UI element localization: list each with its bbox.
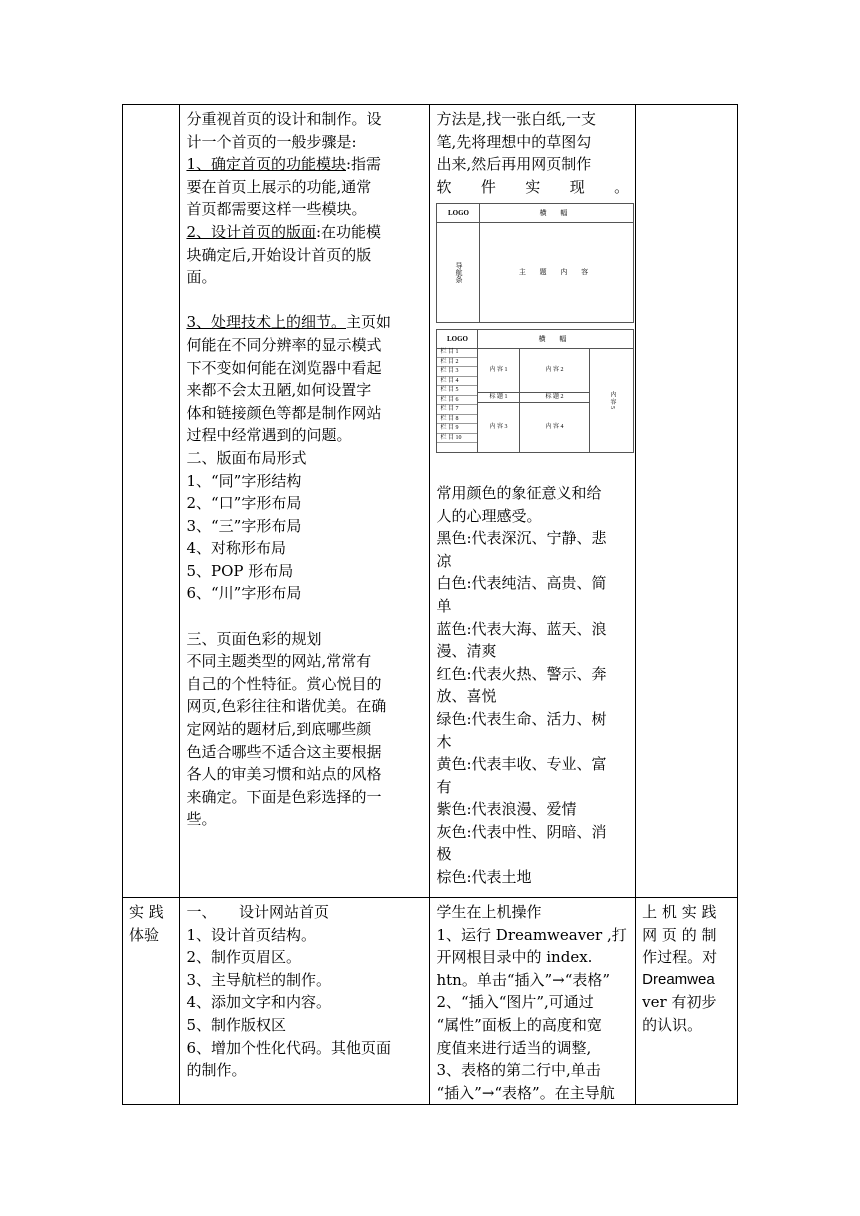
text-line: 计一个首页的一般步骤是: <box>186 132 357 151</box>
text-line: 木 <box>436 732 452 751</box>
list-item: 2、“口”字形布局 <box>186 494 302 513</box>
text-line: 过程中经常遇到的问题。 <box>186 426 352 445</box>
row1-col2 <box>180 105 430 898</box>
text-line: 绿色:代表生命、活力、树 <box>436 709 607 728</box>
text-line: 1、确定首页的功能模块:指需 <box>186 155 382 174</box>
text-line: 上 机 实 践 <box>642 903 717 921</box>
layout-diagram-1 <box>436 203 634 323</box>
text-line: 开网根目录中的 index. <box>436 948 593 967</box>
text-line: 来确定。下面是色彩选择的一 <box>186 787 382 806</box>
lesson-table <box>122 104 738 1105</box>
text-line: 2、制作页眉区。 <box>186 948 301 967</box>
text-line: 学生在上机操作 <box>436 903 542 921</box>
text-line: 作过程。对 <box>642 948 718 967</box>
text-line: 棕色:代表土地 <box>436 868 532 887</box>
list-item: 4、对称形布局 <box>186 539 286 558</box>
table-row <box>123 105 738 898</box>
text-line: 面。 <box>186 268 217 287</box>
heading-layout: 2、设计首页的版面 <box>186 222 316 241</box>
text-line: 分重视首页的设计和制作。设 <box>186 110 382 128</box>
text-line: 灰色:代表中性、阴暗、消 <box>436 822 607 841</box>
text-line: “属性”面板上的高度和宽 <box>436 1015 602 1034</box>
text-line: 蓝色:代表大海、蓝天、浪 <box>436 619 607 638</box>
table-row <box>123 898 738 1105</box>
text-line: 单 <box>436 596 452 615</box>
row2-col1 <box>123 898 180 1105</box>
diagram-nav: 导航条 <box>437 222 480 322</box>
diagram-content-1: 内 容 1 <box>477 348 520 393</box>
text-line: 要在首页上展示的功能,通常 <box>186 177 372 196</box>
text-line: 一、 设计网站首页 <box>186 903 329 921</box>
layout-diagram-2 <box>436 329 634 453</box>
text-line: 6、增加个性化代码。其他页面 <box>186 1038 391 1057</box>
text-line: 何能在不同分辨率的显示模式 <box>186 335 382 354</box>
text-line: 些。 <box>186 810 217 829</box>
text-line: 黄色:代表丰收、专业、富 <box>436 755 607 774</box>
text-line: 来都不会太丑陋,如何设置字 <box>186 381 372 400</box>
row1-col3 <box>430 105 636 898</box>
diagram-banner: 横 幅 <box>479 204 633 223</box>
row2-col3 <box>430 898 636 1105</box>
diagram-content-5: 内 容 5 <box>608 391 615 410</box>
text-line: 白色:代表纯洁、高贵、简 <box>436 574 607 593</box>
text-line: 2、设计首页的版面:在功能模 <box>186 222 382 241</box>
diagram-logo: LOGO <box>437 204 480 223</box>
text-line: Dreamwea <box>642 970 715 988</box>
text-line: 体和链接颜色等都是制作网站 <box>186 403 382 422</box>
heading-module: 1、确定首页的功能模块 <box>186 155 346 174</box>
text-line: 出来,然后再用网页制作 <box>436 155 592 174</box>
text-line: 的认识。 <box>642 1015 703 1034</box>
list-item: 3、“三”字形布局 <box>186 516 302 535</box>
text-line-justified: 软 件 实 现 。 <box>436 177 630 196</box>
text-line: 4、添加文字和内容。 <box>186 993 331 1012</box>
text-line: 自己的个性特征。赏心悦目的 <box>186 674 382 693</box>
section-heading: 二、版面布局形式 <box>186 448 307 467</box>
text-line: 紫色:代表浪漫、爱情 <box>436 800 577 819</box>
text-line: 度值来进行适当的调整, <box>436 1038 592 1057</box>
text-line: 1、运行 Dreamweaver ,打 <box>436 925 627 944</box>
text-line: 定网站的题材后,到底哪些颜 <box>186 720 372 739</box>
diagram-content-4: 内 容 4 <box>519 402 590 452</box>
row2-col4 <box>636 898 738 1105</box>
text-line: 3、主导航栏的制作。 <box>186 970 331 989</box>
text-line: 首页都需要这样一些模块。 <box>186 200 367 219</box>
text-line: 极 <box>436 845 452 864</box>
text-line: 网 页 的 制 <box>642 925 717 944</box>
text-line: 3、表格的第二行中,单击 <box>436 1061 601 1080</box>
text-line: 各人的审美习惯和站点的风格 <box>186 765 382 784</box>
text-line: 3、处理技术上的细节。主页如 <box>186 313 392 332</box>
text-line: 5、制作版权区 <box>186 1015 286 1034</box>
text-line: 下不变如何能在浏览器中看起 <box>186 358 382 377</box>
text-line: 凉 <box>436 551 452 570</box>
text-line: 常用颜色的象征意义和给 <box>436 483 602 502</box>
text-line: 黑色:代表深沉、宁静、悲 <box>436 529 607 548</box>
diagram-column-list: 栏 目 1 栏 目 2 栏 目 3 栏 目 4 栏 目 5 栏 目 6 栏 目 7 栏 目 8 栏 目 9 栏 目 10 <box>437 348 478 452</box>
text-line: 红色:代表火热、警示、奔 <box>436 664 607 683</box>
text-line: 块确定后,开始设计首页的版 <box>186 245 372 264</box>
text-line: 放、喜悦 <box>436 687 497 706</box>
text-line: 有 <box>436 777 452 796</box>
diagram-logo: LOGO <box>437 330 478 349</box>
text-line: 人的心理感受。 <box>436 506 542 525</box>
row1-col4 <box>636 105 738 898</box>
text-line: ver 有初步 <box>642 993 717 1012</box>
diagram-title-2: 标 题 2 <box>519 392 590 403</box>
text-line: 色适合哪些不适合这主要根据 <box>186 742 382 761</box>
diagram-content-2: 内 容 2 <box>519 348 590 393</box>
text-line: htn。单击“插入”→“表格” <box>436 970 611 989</box>
text-line: 笔,先将理想中的草图勾 <box>436 132 592 151</box>
text-line: 的制作。 <box>186 1061 247 1080</box>
text-line: 不同主题类型的网站,常常有 <box>186 652 372 671</box>
text-line: “插入”→“表格”。在主导航 <box>436 1083 615 1102</box>
diagram-content-3: 内 容 3 <box>477 402 520 452</box>
text-line: 网页,色彩往往和谐优美。在确 <box>186 697 387 716</box>
heading-details: 3、处理技术上的细节。 <box>186 313 346 332</box>
text-line: 2、“插入“图片”,可通过 <box>436 993 594 1012</box>
row-label: 实 践 <box>129 903 164 921</box>
diagram-banner: 横 幅 <box>477 330 633 349</box>
list-item: 6、“川”字形布局 <box>186 584 302 603</box>
list-item: 5、POP 形布局 <box>186 561 294 580</box>
list-item: 1、“同”字形结构 <box>186 471 302 490</box>
row2-col2 <box>180 898 430 1105</box>
row-label: 体验 <box>129 925 160 944</box>
section-heading: 三、页面色彩的规划 <box>186 629 322 648</box>
diagram-main: 主 题 内 容 <box>518 267 595 276</box>
text-line: 1、设计首页结构。 <box>186 925 316 944</box>
text-line: 方法是,找一张白纸,一支 <box>436 110 597 128</box>
text-line: 漫、清爽 <box>436 642 497 661</box>
row1-col1 <box>123 105 180 898</box>
diagram-title-1: 标 题 1 <box>477 392 520 403</box>
